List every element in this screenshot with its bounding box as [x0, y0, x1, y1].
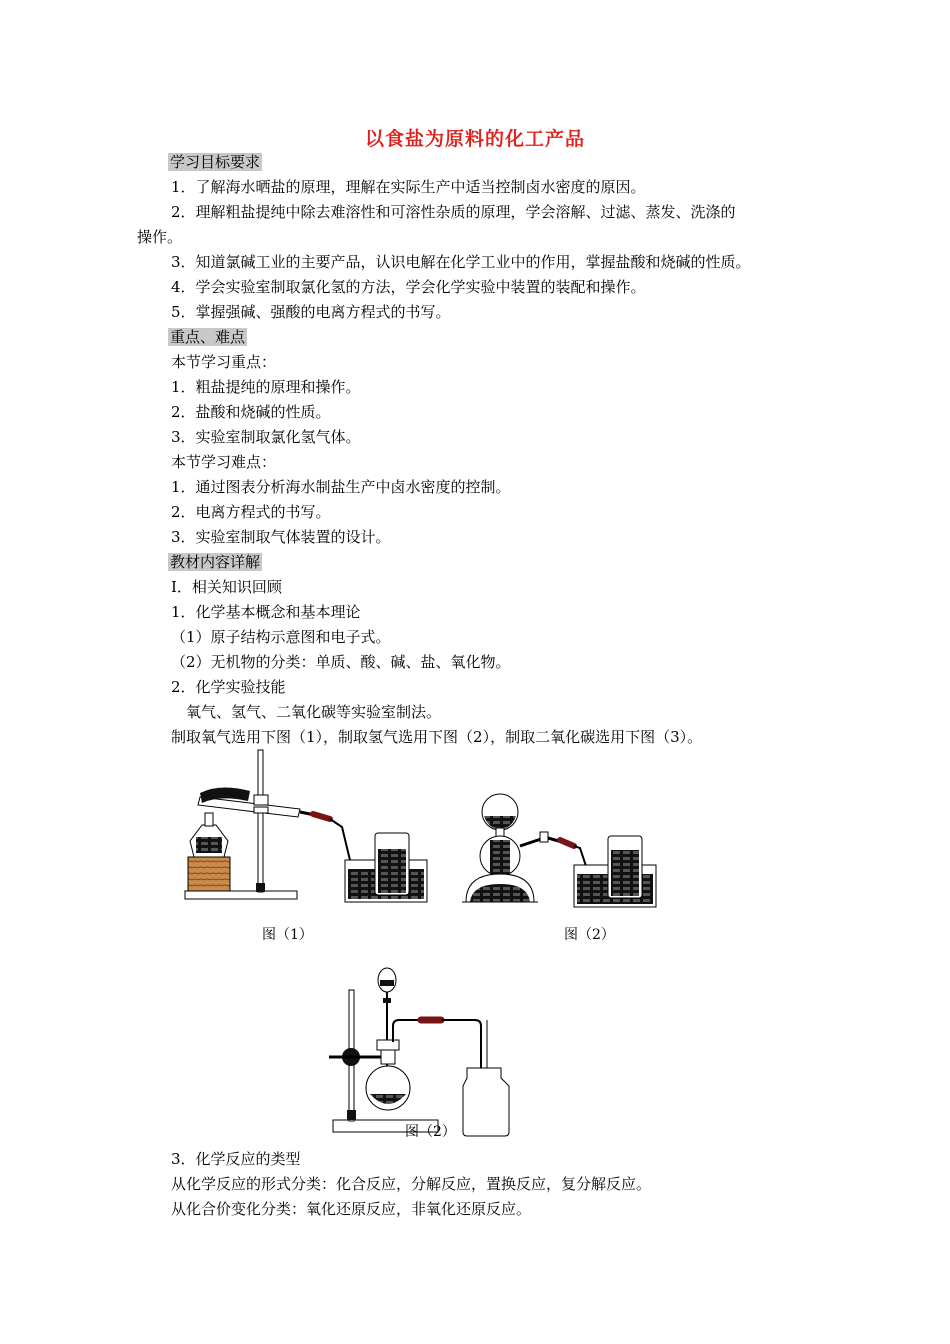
content-line: 3．化学反应的类型 [171, 1150, 301, 1168]
figure-caption: 图（2） [405, 1124, 456, 1140]
goal-item: 4．学会实验室制取氯化氢的方法，学会化学实验中装置的装配和操作。 [171, 278, 646, 296]
section-heading-keypoints: 重点、难点 [170, 328, 246, 346]
goal-item: 2．理解粗盐提纯中除去难溶性和可溶性杂质的原理，学会溶解、过滤、蒸发、洗涤的 [171, 203, 736, 221]
difficulty-title: 本节学习难点： [171, 453, 277, 471]
content-line: 2．化学实验技能 [171, 678, 286, 696]
difficulty-item: 1．通过图表分析海水制盐生产中卤水密度的控制。 [171, 478, 511, 496]
focus-item: 3．实验室制取氯化氢气体。 [171, 428, 361, 446]
figure-caption: 图（2） [564, 927, 615, 943]
figure-1-oxygen-apparatus [180, 745, 430, 910]
figure-caption: 图（1） [262, 927, 313, 943]
content-line: 1．化学基本概念和基本理论 [171, 603, 361, 621]
difficulty-item: 2．电离方程式的书写。 [171, 503, 331, 521]
content-line: 制取氧气选用下图（1），制取氢气选用下图（2），制取二氧化碳选用下图（3）。 [171, 728, 703, 746]
figure-3-co2-apparatus [325, 968, 515, 1143]
section-heading-goals: 学习目标要求 [170, 153, 261, 171]
content-line: （2）无机物的分类：单质、酸、碱、盐、氧化物。 [171, 653, 511, 671]
difficulty-item: 3．实验室制取气体装置的设计。 [171, 528, 391, 546]
goal-item-continued: 操作。 [137, 228, 183, 246]
content-line: I．相关知识回顾 [171, 578, 282, 596]
goal-item: 1．了解海水晒盐的原理，理解在实际生产中适当控制卤水密度的原因。 [171, 178, 646, 196]
goal-item: 3．知道氯碱工业的主要产品，认识电解在化学工业中的作用，掌握盐酸和烧碱的性质。 [171, 253, 751, 271]
page-title: 以食盐为原料的化工产品 [364, 128, 585, 150]
focus-title: 本节学习重点： [171, 353, 277, 371]
goal-item: 5．掌握强碱、强酸的电离方程式的书写。 [171, 303, 451, 321]
figure-2-hydrogen-apparatus [462, 790, 662, 915]
content-line: 从化学反应的形式分类：化合反应，分解反应，置换反应，复分解反应。 [171, 1175, 652, 1193]
focus-item: 1．粗盐提纯的原理和操作。 [171, 378, 361, 396]
focus-item: 2．盐酸和烧碱的性质。 [171, 403, 331, 421]
content-line: （1）原子结构示意图和电子式。 [171, 628, 391, 646]
content-line: 氧气、氢气、二氧化碳等实验室制法。 [186, 703, 442, 721]
section-heading-content: 教材内容详解 [170, 553, 261, 571]
content-line: 从化合价变化分类：氧化还原反应，非氧化还原反应。 [171, 1200, 532, 1218]
